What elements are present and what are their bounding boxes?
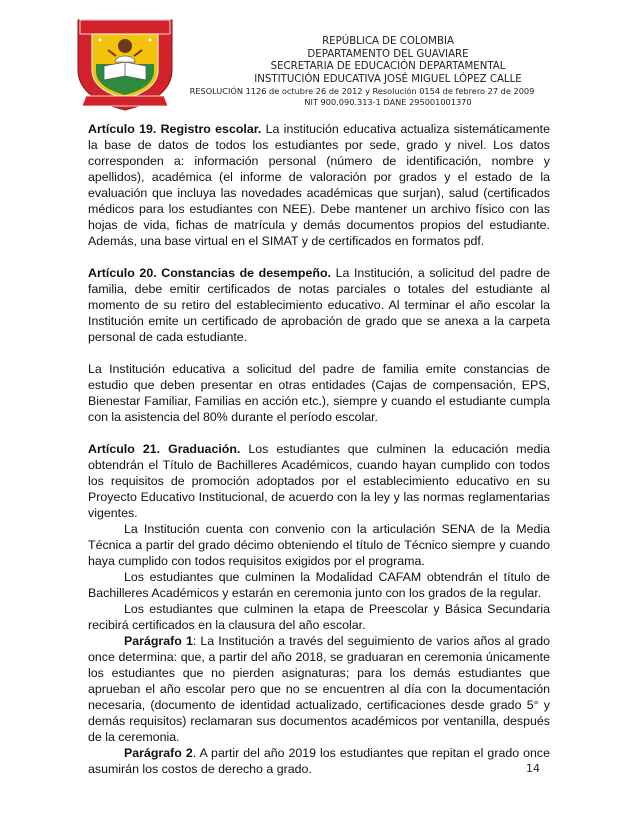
- article-21-title: Artículo 21. Graduación.: [88, 442, 241, 456]
- page-number: 14: [526, 762, 540, 775]
- article-20-title: Artículo 20. Constancias de desempeño.: [88, 266, 331, 280]
- paragrafo-2-label: Parágrafo 2: [124, 746, 193, 760]
- header-nit-dane: NIT 900.090.313-1 DANE 295001001370: [304, 97, 472, 108]
- article-21-preescolar: Los estudiantes que culminen la etapa de Preescolar y Básica Secundaria recibirá certificados en la clausura del año escolar.: [88, 602, 550, 632]
- article-21-paragrafo-2: [88, 745, 550, 777]
- article-20-body: La Institución, a solicitud del padre de familia, debe emitir certificados de notas parciales o totales del estudiante al momento de su retiro del establecimiento educativo. Al terminar el año escolar la Institución emite un certificado de aprobación de grado que se anexa a la carpeta personal de cada estudiante.: [88, 266, 550, 344]
- paragrafo-1-text: : La Institución a través del seguimiento de varios años al grado once determina: que, a partir del año 2018, se graduaran en ceremonia únicamente los estudiantes que no pierden asignaturas; para los demás estudiantes que aprueban el año escolar pero que no se encuentren al día con la documentación necesaria, (documento de identidad actualizado, certificaciones desde grado 5° y demás requisitos) reclamaran sus documentos académicos por ventanilla, después de la ceremonia.: [88, 634, 550, 744]
- article-19: [88, 121, 550, 249]
- article-19-body: La institución educativa actualiza sistemáticamente la base de datos de todos los estudiantes por sede, grado y nivel. Los datos corresponden a: información personal (número de identificación, nombre y apellidos), académica (el informe de valoración por grados y el estado de la evaluación que incluya las novedades académicas que surjan), salud (certificados médicos para los estudiantes con NEE). Debe mantener un archivo físico con las hojas de vida, fichas de matrícula y demás documentos propios del estudiante. Además, una base virtual en el SIMAT y de certificados en formatos pdf.: [88, 122, 551, 248]
- document-body: [88, 121, 550, 777]
- letterhead-text: [178, 36, 598, 108]
- header-resolution: RESOLUCIÓN 1126 de octubre 26 de 2012 y Resolución 0154 de febrero 27 de 2009: [189, 86, 535, 97]
- article-21: [88, 441, 550, 521]
- article-19-title: Artículo 19. Registro escolar.: [88, 122, 262, 136]
- paragrafo-2-text: . A partir del año 2019 los estudiantes que repitan el grado once asumirán los costos de derecho a grado.: [88, 746, 550, 776]
- article-21-sena: La Institución cuenta con convenio con la articulación SENA de la Media Técnica a partir del grado décimo obteniendo el título de Técnico siempre y cuando haya cumplido con todos requisitos exigidos por el programa.: [88, 522, 550, 568]
- article-20-paragraph-2: La Institución educativa a solicitud del padre de familia emite constancias de estudio que deben presentar en otras entidades (Cajas de compensación, EPS, Bienestar Familiar, Familias en acción etc.), siempre y cuando el estudiante cumpla con la asistencia del 80% durante el período escolar.: [88, 362, 550, 424]
- header-line-department: DEPARTAMENTO DEL GUAVIARE: [307, 48, 469, 60]
- article-21-paragrafo-1: [88, 633, 550, 745]
- paragrafo-1-label: Parágrafo 1: [124, 634, 193, 648]
- article-21-body: Los estudiantes que culminen la educación media obtendrán el Título de Bachilleres Académicos, cuando hayan cumplido con todos los requisitos de promoción adoptados por el establecimiento educativo en su Proyecto Educativo Institucional, de acuerdo con la ley y las normas reglamentarias vigentes.: [88, 442, 551, 520]
- letterhead: [70, 14, 600, 114]
- header-line-secretaria: SECRETARIA DE EDUCACIÓN DEPARTAMENTAL: [270, 61, 506, 73]
- article-20: [88, 265, 550, 345]
- article-21-cafam: Los estudiantes que culminen la Modalidad CAFAM obtendrán el título de Bachilleres Académicos y estarán en ceremonia junto con los grados de la regular.: [88, 570, 550, 600]
- header-line-institution: INSTITUCIÓN EDUCATIVA JOSÉ MIGUEL LÓPEZ CALLE: [254, 73, 522, 85]
- header-line-republic: REPÚBLICA DE COLOMBIA: [322, 36, 454, 47]
